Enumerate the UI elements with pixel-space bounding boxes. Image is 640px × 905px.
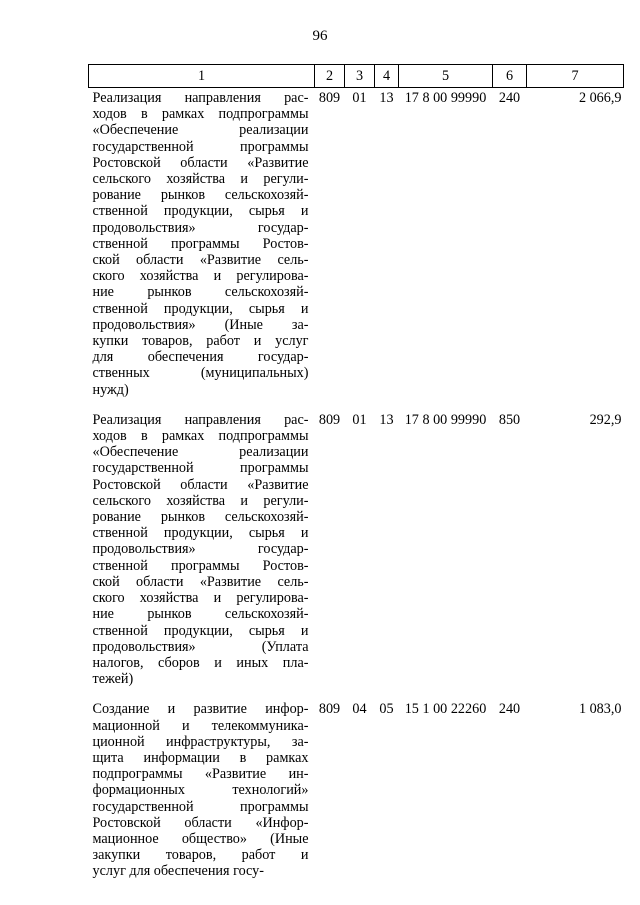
expense-type-code: 240 <box>498 90 521 106</box>
description-line: закупки товаров, работ и <box>92 847 309 864</box>
description-line: Реализация направления рас- <box>92 90 309 106</box>
description-line: рование рынков сельскохозяй- <box>92 187 309 204</box>
description-line: сельского хозяйства и регули- <box>92 171 309 188</box>
description-line: мационное общество» (Иные <box>92 830 309 847</box>
description-line: налогов, сборов и иных пла- <box>92 654 309 671</box>
column-header-3: 3 <box>345 65 375 88</box>
description-line: продовольствия» государ- <box>92 219 309 236</box>
description-line: ской области «Развитие сель- <box>92 573 309 590</box>
ministry-code: 809 <box>318 701 341 718</box>
target-article-code: 17 8 00 99990 <box>404 90 487 106</box>
description-line: ского хозяйства и регулирова- <box>92 268 309 285</box>
amount: 2 066,9 <box>578 90 622 106</box>
description-line: для обеспечения государ- <box>92 349 309 366</box>
column-header-6: 6 <box>493 65 527 88</box>
description-line: Ростовской области «Развитие <box>92 476 309 493</box>
row-description <box>89 88 315 398</box>
column-header-5: 5 <box>399 65 493 88</box>
table-row <box>89 410 624 687</box>
table-row <box>89 699 624 879</box>
description-line: ственной программы Ростов- <box>92 235 309 252</box>
amount: 1 083,0 <box>578 701 622 718</box>
description-line: подпрограммы «Развитие ин- <box>92 766 309 783</box>
description-line: сельского хозяйства и регули- <box>92 492 309 509</box>
description-line: Создание и развитие инфор- <box>92 701 309 718</box>
description-line: Ростовской области «Инфор- <box>92 814 309 831</box>
page-number: 96 <box>312 28 328 44</box>
column-header-4: 4 <box>375 65 399 88</box>
description-line: «Обеспечение реализации <box>92 444 309 461</box>
description-line: государственной программы <box>92 138 309 155</box>
description-line: ственной продукции, сырья и <box>92 203 309 220</box>
description-line: услуг для обеспечения госу- <box>92 863 264 880</box>
description-line: государственной программы <box>92 460 309 477</box>
description-line: Реализация направления рас- <box>92 411 309 428</box>
ministry-code: 809 <box>318 90 341 106</box>
row-spacer <box>89 687 624 699</box>
budget-table <box>88 64 624 880</box>
description-line: продовольствия» государ- <box>92 541 309 558</box>
section-code: 04 <box>352 701 367 718</box>
description-line: ственной продукции, сырья и <box>92 300 309 317</box>
subsection-code: 05 <box>379 701 394 718</box>
description-line: продовольствия» (Иные за- <box>92 316 309 333</box>
description-line: Ростовской области «Развитие <box>92 154 309 171</box>
description-line: ние рынков сельскохозяй- <box>92 284 309 301</box>
description-line: ственной программы Ростов- <box>92 557 309 574</box>
description-line: ственной продукции, сырья и <box>92 622 309 639</box>
description-line: тежей) <box>92 671 134 688</box>
target-article-code: 17 8 00 99990 <box>404 411 487 428</box>
row-description <box>89 410 315 687</box>
section-code: 01 <box>352 90 367 106</box>
section-code: 01 <box>352 411 367 428</box>
row-spacer <box>89 398 624 410</box>
subsection-code: 13 <box>379 90 394 106</box>
table-row <box>89 88 624 398</box>
description-line: ние рынков сельскохозяй- <box>92 606 309 623</box>
description-line: ской области «Развитие сель- <box>92 252 309 269</box>
description-line: государственной программы <box>92 798 309 815</box>
description-line: рование рынков сельскохозяй- <box>92 509 309 526</box>
description-line: продовольствия» (Уплата <box>92 638 309 655</box>
description-line: ственной продукции, сырья и <box>92 525 309 542</box>
description-line: ционной инфраструктуры, за- <box>92 733 309 750</box>
table-header-row <box>89 65 624 88</box>
table-body <box>89 88 624 880</box>
expense-type-code: 240 <box>498 701 521 718</box>
description-line: ственных (муниципальных) <box>92 365 309 382</box>
description-line: формационных технологий» <box>92 782 309 799</box>
description-line: «Обеспечение реализации <box>92 122 309 139</box>
row-description <box>89 699 315 879</box>
expense-type-code: 850 <box>498 411 521 428</box>
description-line: нужд) <box>92 381 129 398</box>
description-line: щита информации в рамках <box>92 749 309 766</box>
description-line: ходов в рамках подпрограммы <box>92 428 309 445</box>
target-article-code: 15 1 00 22260 <box>404 701 487 718</box>
amount: 292,9 <box>589 411 622 428</box>
column-header-1: 1 <box>89 65 315 88</box>
subsection-code: 13 <box>379 411 394 428</box>
ministry-code: 809 <box>318 411 341 428</box>
description-line: купки товаров, работ и услуг <box>92 333 309 350</box>
description-line: мационной и телекоммуника- <box>92 717 309 734</box>
column-header-7: 7 <box>527 65 624 88</box>
description-line: ского хозяйства и регулирова- <box>92 590 309 607</box>
description-line: ходов в рамках подпрограммы <box>92 106 309 123</box>
column-header-2: 2 <box>315 65 345 88</box>
